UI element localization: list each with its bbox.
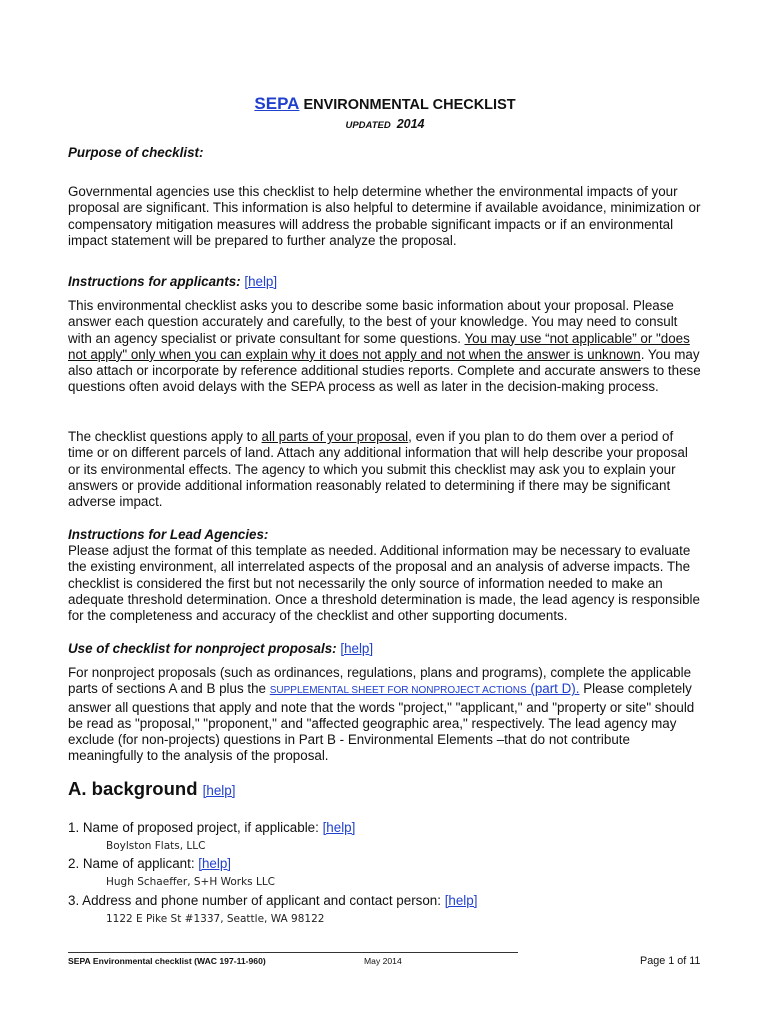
- question-3: [68, 893, 477, 908]
- updated-label: UPDATED: [345, 120, 391, 131]
- nonproject-t1: For nonproject proposals (such as ordinances, regulations, plans and programs), complete the applicable parts of sections A and B plus the: [68, 665, 692, 697]
- answer-2[interactable]: Hugh Schaeffer, S+H Works LLC: [106, 876, 276, 888]
- nonproject-text: [68, 665, 702, 765]
- footer-left: SEPA Environmental checklist (WAC 197-11-960): [68, 956, 266, 966]
- question-3-label: 3. Address and phone number of applicant and contact person:: [68, 893, 445, 908]
- section-a-help-link[interactable]: [help]: [202, 783, 236, 798]
- nonproject-t2: Please completely answer all questions that apply and note that the words "project," "applicant," and "property or site" should be read as "proposal," "proponent," and "affected geographic area," respectively. The lead agency may exclude (for non-projects) questions in Part B - Environmental Elements –that do not contribute meaningfully to the analysis of the proposal.: [68, 681, 695, 764]
- applicants-colon: :: [236, 274, 245, 289]
- purpose-text: Governmental agencies use this checklist to help determine whether the environmental impacts of your proposal are significant. This information is also helpful to determine if available avoidance, minimization or compensatory mitigation measures will address the probable significant impacts or if an environmental impact statement will be prepared to further analyze the proposal.: [68, 184, 701, 248]
- footer-date: May 2014: [364, 956, 402, 966]
- updated-year: 2014: [396, 117, 425, 131]
- applicants-p2-underlined: all parts of your proposal: [261, 429, 409, 444]
- question-1-help-link[interactable]: [help]: [322, 820, 356, 835]
- applicants-p1-b: . You may also attach or incorporate by reference additional studies reports. Complete and accurate answers to these questions often avoid delays with the SEPA process as well as later in the decision-making process.: [68, 346, 701, 395]
- question-1: [68, 820, 355, 835]
- section-a-heading: [68, 778, 235, 800]
- nonproject-heading-line: [68, 641, 373, 656]
- purpose-heading: Purpose of checklist:: [68, 145, 204, 160]
- page-title: [0, 94, 770, 114]
- applicants-paragraph-1: [68, 298, 702, 396]
- footer-divider: [68, 952, 518, 953]
- section-a-title: A. background: [68, 778, 198, 799]
- applicants-p1-a: This environmental checklist asks you to describe some basic information about your proposal. Please answer each question accurately and carefully, to the best of your knowledge. You may need to consult with an agency specialist or private consultant for some questions.: [68, 298, 678, 346]
- answer-1[interactable]: Boylston Flats, LLC: [106, 840, 206, 852]
- applicants-p1-underlined: You may use “not applicable” or "does not apply" only when you can explain why it does not apply and not when the answer is unknown: [68, 330, 690, 362]
- question-2-label: 2. Name of applicant:: [68, 856, 199, 871]
- nonproject-heading: Use of checklist for nonproject proposals:: [68, 641, 337, 656]
- question-2: [68, 856, 231, 871]
- applicants-paragraph-2: [68, 429, 702, 510]
- updated-line: [0, 117, 770, 131]
- question-3-help-link[interactable]: [help]: [444, 893, 478, 908]
- title-text: ENVIRONMENTAL CHECKLIST: [299, 97, 516, 113]
- answer-3[interactable]: 1122 E Pike St #1337, Seattle, WA 98122: [106, 913, 325, 925]
- applicants-help-link[interactable]: [help]: [244, 274, 278, 289]
- part-d-link[interactable]: (part D).: [526, 681, 580, 697]
- question-2-help-link[interactable]: [help]: [198, 856, 232, 871]
- nonproject-help-link[interactable]: [help]: [340, 641, 374, 656]
- applicants-p2-b: , even if you plan to do them over a period of time or on different parcels of land. Attach any additional information that will help describe your proposal or its environmental effects. The agency to which you submit this checklist may ask you to explain your answers or provide additional information reasonably related to determining if there may be significant adverse impact.: [68, 429, 688, 510]
- applicants-p2-a: The checklist questions apply to: [68, 429, 262, 444]
- sepa-link[interactable]: SEPA: [254, 94, 300, 113]
- lead-text: Please adjust the format of this template as needed. Additional information may be necessary to evaluate the existing environment, all interrelated aspects of the proposal and an analysis of adverse impacts. The checklist is considered the first but not necessarily the only source of information needed to make an adequate threshold determination. Once a threshold determination is made, the lead agency is responsible for the completeness and accuracy of the checklist and other supporting documents.: [68, 543, 700, 624]
- page-number: Page 1 of 11: [640, 955, 701, 967]
- lead-heading: Instructions for Lead Agencies:: [68, 527, 269, 542]
- applicants-heading-line: [68, 274, 277, 289]
- supplemental-sheet-link[interactable]: SUPPLEMENTAL SHEET FOR NONPROJECT ACTIONS: [269, 685, 527, 697]
- applicants-heading: Instructions for applicants: [68, 274, 237, 289]
- question-1-label: 1. Name of proposed project, if applicable:: [68, 820, 323, 835]
